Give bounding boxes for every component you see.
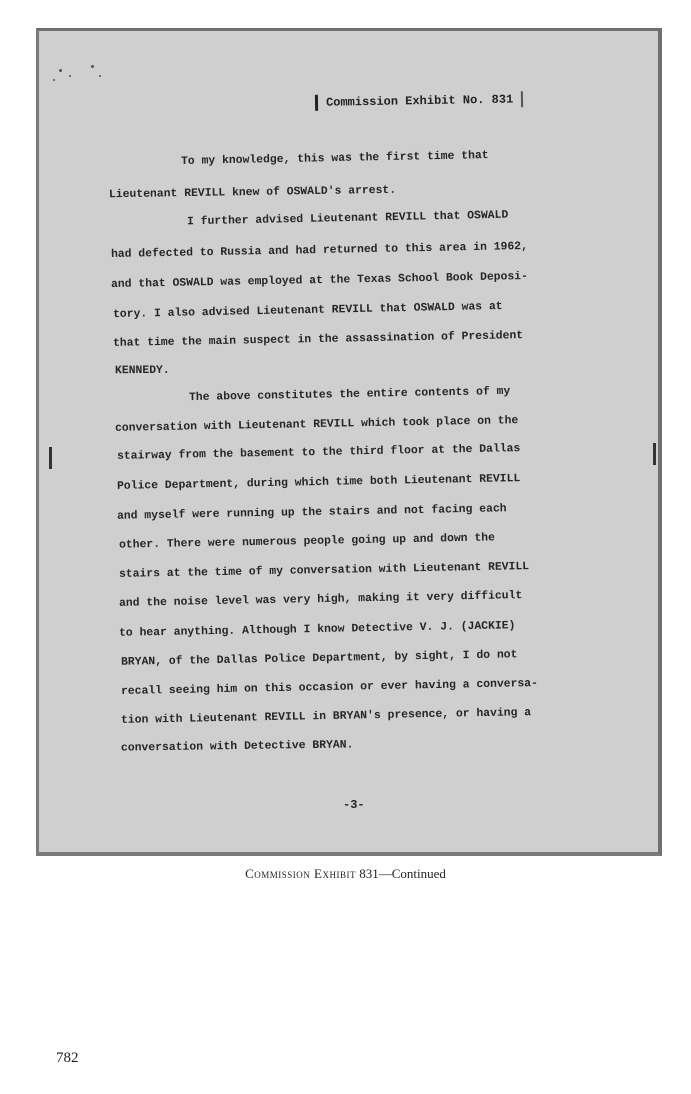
body-line: The above constitutes the entire contents of my [188,385,511,405]
body-line: recall seeing him on this occasion or ever having a conversa- [120,677,539,699]
caption-suffix: 831—Continued [355,866,446,881]
body-line: KENNEDY. [114,364,170,378]
body-line: other. There were numerous people going up and down the [118,532,496,552]
document-photo [36,28,662,856]
exhibit-label [315,91,523,111]
binding-mark [653,443,656,465]
body-line: to hear anything. Although I know Detective V. J. (JACKIE) [118,620,516,640]
page-number: -3- [343,798,365,812]
body-line: Lieutenant REVILL knew of OSWALD's arrest. [108,184,397,202]
body-line: tion with Lieutenant REVILL in BRYAN's presence, or having a [120,707,532,727]
body-line: tory. I also advised Lieutenant REVILL that OSWALD was at [112,300,503,322]
dust-speck [99,75,101,77]
body-line: and that OSWALD was employed at the Texas School Book Deposi- [110,270,529,292]
dust-speck [69,75,71,77]
body-line: had defected to Russia and had returned to this area in 1962, [110,240,529,262]
body-line: conversation with Lieutenant REVILL which took place on the [114,415,519,435]
body-line: and myself were running up the stairs and not facing each [116,503,507,523]
body-line: and the noise level was very high, making it very difficult [118,590,523,610]
body-line: Police Department, during which time both Lieutenant REVILL [116,473,521,493]
body-line: stairs at the time of my conversation with Lieutenant REVILL [118,561,530,581]
binding-mark [49,447,52,469]
caption-prefix: Commission Exhibit [245,866,356,881]
dust-speck [59,69,62,72]
exhibit-caption [0,866,691,882]
body-line: conversation with Detective BRYAN. [120,739,354,755]
body-line: stairway from the basement to the third floor at the Dallas [116,443,521,463]
body-line: BRYAN, of the Dallas Police Department, by sight, I do not [120,649,518,669]
body-line: I further advised Lieutenant REVILL that OSWALD [186,209,509,229]
body-line: To my knowledge, this was the first time that [180,150,489,168]
dust-speck [91,65,94,68]
folio-number: 782 [56,1050,79,1066]
body-line: that time the main suspect in the assassination of President [112,330,524,350]
dust-speck [53,79,55,81]
exhibit-label-text: Commission Exhibit No. 831 [325,92,514,110]
label-bracket [521,91,523,107]
